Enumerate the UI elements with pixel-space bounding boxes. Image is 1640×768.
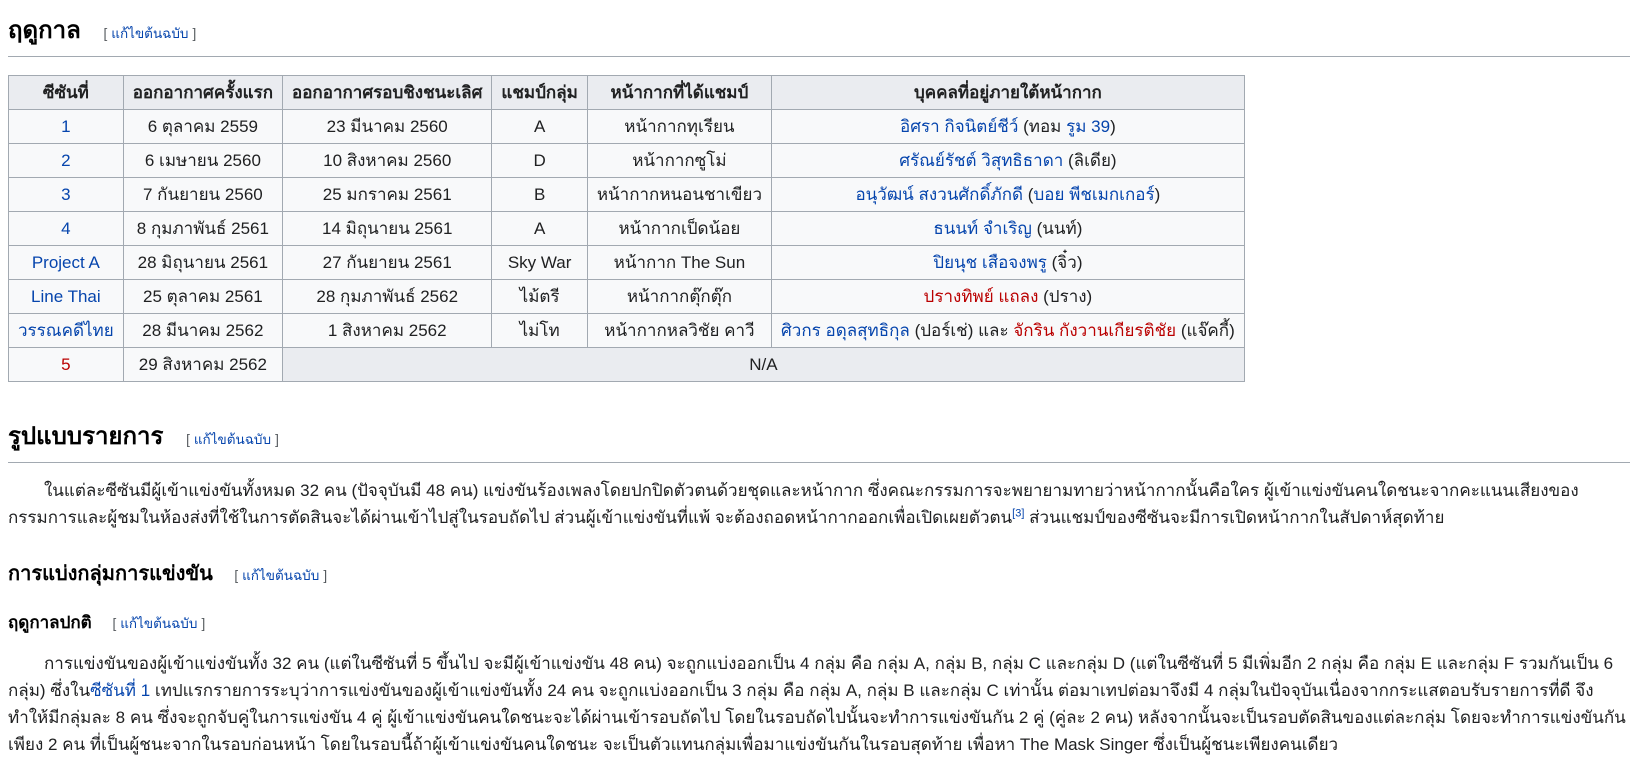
person-link[interactable]: อนุวัฒน์ สงวนศักดิ์ภักดี	[855, 185, 1024, 204]
text: หน้ากากเป็ดน้อย	[618, 219, 741, 238]
column-header: แชมป์กลุ่ม	[492, 76, 587, 110]
text: 29 สิงหาคม 2562	[138, 355, 267, 374]
text: 14 มิถุนายน 2561	[322, 219, 453, 238]
text: เทปแรกรายการระบุว่าการแข่งขันของผู้เข้าแข่งขันทั้ง 24 คน จะถูกแบ่งออกเป็น 3 กลุ่ม คือ กลุ่ม A, กลุ่ม B และกลุ่ม C เท่านั้น ต่อมาเทปต่อมาจึงมี 4 กลุ่มในปัจจุบันเนื่องจากกระแสตอบรับรายการที่ดี จึงทำให้มีกลุ่มละ 8 คน ซึ่งจะถูกจับคู่ในการแข่งขัน 4 คู่ ผู้เข้าแข่งขันคนใดชนะจะได้ผ่านเข้ารอบถัดไป โดยในรอบถัดไปนั้นจะทำการแข่งขันกัน 2 คู่ (คู่ละ 2 คน) หลังจากนั้นจะเป็นรอบตัดสินของแต่ละกลุ่ม โดยจะทำการแข่งขันกันเพียง 2 คน ที่เป็นผู้ชนะจากในรอบก่อนหน้า โดยในรอบนี้ถ้าผู้เข้าแข่งขันคนใดชนะ จะเป็นตัวแทนกลุ่มเพื่อมาแข่งขันกันในรอบสุดท้าย เพื่อหา The Mask Singer ซึ่งเป็นผู้ชนะเพียงคนเดียว	[8, 681, 1626, 754]
table-cell	[123, 212, 282, 246]
text: (ปอร์เช่) และ	[909, 321, 1014, 340]
table-cell	[587, 110, 771, 144]
table-cell	[123, 314, 282, 348]
table-cell	[9, 280, 124, 314]
table-cell	[492, 314, 587, 348]
table-cell	[123, 348, 282, 382]
text: 7 กันยายน 2560	[143, 185, 263, 204]
text: )	[1154, 185, 1161, 204]
text: N/A	[749, 355, 778, 374]
text: หน้ากากหลวิชัย คาวี	[604, 321, 755, 340]
person-link[interactable]: ธนนท์ จำเริญ	[933, 219, 1032, 238]
bracket-close: ]	[201, 616, 206, 631]
text: 25 ตุลาคม 2561	[142, 287, 263, 306]
reference-link[interactable]: [3]	[1012, 507, 1025, 520]
table-cell	[9, 144, 124, 178]
person-link[interactable]: ปิยนุช เสือจงพรู	[933, 253, 1047, 272]
season-link[interactable]: 1	[61, 117, 71, 136]
reference-sup	[1012, 507, 1024, 519]
table-row	[9, 144, 1245, 178]
text: หน้ากากหนอนชาเขียว	[596, 185, 763, 204]
person-link[interactable]: บอย พีชเมกเกอร์	[1033, 185, 1155, 204]
season-link[interactable]: 2	[61, 151, 71, 170]
table-cell	[772, 246, 1245, 280]
table-cell	[123, 246, 282, 280]
table-cell	[283, 348, 1245, 382]
section-heading-grouping	[8, 557, 1630, 589]
column-header: หน้ากากที่ได้แชมป์	[587, 76, 771, 110]
edit-source-link[interactable]: แก้ไขต้นฉบับ	[111, 26, 189, 41]
text: ไม้ตรี	[519, 287, 560, 306]
text: B	[533, 185, 546, 204]
table-row	[9, 314, 1245, 348]
person-redlink[interactable]: ปรางทิพย์ แถลง	[923, 287, 1039, 306]
person-link[interactable]: อิศรา กิจนิตย์ชีว์	[900, 117, 1019, 136]
table-cell	[9, 212, 124, 246]
table-cell	[283, 212, 492, 246]
bracket-close: ]	[323, 568, 328, 583]
table-cell	[283, 110, 492, 144]
table-cell	[492, 246, 587, 280]
table-cell	[587, 280, 771, 314]
table-row	[9, 212, 1245, 246]
text: (จิ๋ว)	[1046, 253, 1083, 272]
column-header: ซีซันที่	[9, 76, 124, 110]
text: D	[533, 151, 546, 170]
table-row	[9, 110, 1245, 144]
text: หน้ากากตุ๊กตุ๊ก	[626, 287, 732, 306]
season-link[interactable]: 4	[61, 219, 71, 238]
table-row	[9, 178, 1245, 212]
column-header: บุคคลที่อยู่ภายใต้หน้ากาก	[772, 76, 1245, 110]
text: A	[533, 117, 546, 136]
table-cell	[283, 178, 492, 212]
edit-source-link[interactable]: แก้ไขต้นฉบับ	[120, 616, 198, 631]
edit-section	[108, 616, 209, 631]
table-header-row	[9, 76, 1245, 110]
season-link[interactable]: Project A	[31, 253, 100, 272]
table-cell	[587, 212, 771, 246]
table-cell	[123, 178, 282, 212]
bracket-close: ]	[192, 26, 197, 41]
table-cell	[772, 144, 1245, 178]
table-cell	[492, 178, 587, 212]
season-redlink[interactable]: 5	[61, 355, 71, 374]
text: 8 กุมภาพันธ์ 2561	[136, 219, 269, 238]
table-cell	[772, 212, 1245, 246]
season-1-link[interactable]: ซีซันที่ 1	[90, 681, 151, 700]
text: 25 มกราคม 2561	[322, 185, 452, 204]
column-header: ออกอากาศรอบชิงชนะเลิศ	[283, 76, 492, 110]
edit-section	[230, 568, 331, 583]
text: 6 ตุลาคม 2559	[147, 117, 259, 136]
text: หน้ากาก The Sun	[613, 253, 746, 272]
bracket-open: [	[103, 26, 108, 41]
table-cell	[772, 314, 1245, 348]
table-cell	[772, 110, 1245, 144]
text: Sky War	[507, 253, 572, 272]
table-row	[9, 348, 1245, 382]
table-cell	[283, 280, 492, 314]
text: 1 สิงหาคม 2562	[327, 321, 447, 340]
table-cell	[9, 246, 124, 280]
text: ส่วนแชมป์ของซีซันจะมีการเปิดหน้ากากในสัปดาห์สุดท้าย	[1024, 508, 1445, 527]
text: (ปราง)	[1038, 287, 1093, 306]
bracket-open: [	[112, 616, 117, 631]
table-cell	[123, 144, 282, 178]
text: A	[533, 219, 546, 238]
bracket-open: [	[234, 568, 239, 583]
table-cell	[492, 280, 587, 314]
edit-section	[100, 26, 201, 41]
person-redlink[interactable]: จักริน กังวานเกียรติชัย	[1013, 321, 1177, 340]
table-cell	[772, 280, 1245, 314]
table-cell	[492, 144, 587, 178]
text: 28 มิถุนายน 2561	[137, 253, 269, 272]
text: (ทอม	[1018, 117, 1067, 136]
text: หน้ากากซูโม่	[632, 151, 727, 170]
text: การแข่งขันของผู้เข้าแข่งขันทั้ง 32 คน (แต่ในซีซันที่ 5 ขึ้นไป จะมีผู้เข้าแข่งขัน 48 คน) จะถูกแบ่งออกเป็น 4 กลุ่ม คือ กลุ่ม A, กลุ่ม B, กลุ่ม C และกลุ่ม D (แต่ในซีซันที่ 5 มีเพิ่มอีก 2 กลุ่ม คือ กลุ่ม E และกลุ่ม F รวมกันเป็น 6 กลุ่ม) ซึ่งใน	[8, 654, 1614, 700]
bracket-close: ]	[275, 432, 279, 447]
text: 27 กันยายน 2561	[322, 253, 452, 272]
table-cell	[492, 110, 587, 144]
band-link[interactable]: รูม 39	[1066, 117, 1111, 136]
person-link[interactable]: ศิวกร อดุลสุทธิกุล	[781, 321, 910, 340]
edit-source-link[interactable]: แก้ไขต้นฉบับ	[242, 568, 320, 583]
season-link[interactable]: Line Thai	[31, 287, 101, 306]
text: 6 เมษายน 2560	[144, 151, 261, 170]
grouping-paragraph	[8, 650, 1630, 758]
table-cell	[772, 178, 1245, 212]
table-cell	[587, 178, 771, 212]
text: 28 มีนาคม 2562	[142, 321, 264, 340]
text: (ลิเดีย)	[1063, 151, 1117, 170]
text: หน้ากากทุเรียน	[624, 117, 735, 136]
person-link[interactable]: ศรัณย์รัชต์ วิสุทธิธาดา	[899, 151, 1064, 170]
table-cell	[9, 314, 124, 348]
table-cell	[283, 314, 492, 348]
table-cell	[283, 144, 492, 178]
edit-section	[182, 432, 283, 447]
table-row	[9, 280, 1245, 314]
table-cell	[587, 144, 771, 178]
section-title-grouping: การแบ่งกลุ่มการแข่งขัน	[8, 563, 213, 585]
format-paragraph	[8, 477, 1630, 531]
table-cell	[9, 178, 124, 212]
section-title-regular-season: ฤดูกาลปกติ	[8, 613, 92, 632]
table-cell	[123, 280, 282, 314]
section-heading-season	[8, 6, 1630, 57]
text: (	[1023, 185, 1034, 204]
edit-source-link[interactable]: แก้ไขต้นฉบับ	[193, 432, 272, 447]
text: 23 มีนาคม 2560	[326, 117, 448, 136]
text: 28 กุมภาพันธ์ 2562	[316, 287, 459, 306]
section-heading-regular-season	[8, 609, 1630, 636]
text: ในแต่ละซีซันมีผู้เข้าแข่งขันทั้งหมด 32 คน (ปัจจุบันมี 48 คน) แข่งขันร้องเพลงโดยปกปิดตัวตนด้วยชุดและหน้ากาก ซึ่งคณะกรรมการจะพยายามทายว่าหน้ากากนั้นคือใคร ผู้เข้าแข่งขันคนใดชนะจากคะแนนเสียงของกรรมการและผู้ชมในห้องส่งที่ใช้ในการตัดสินจะได้ผ่านเข้าไปสู่ในรอบถัดไป ส่วนผู้เข้าแข่งขันที่แพ้ จะต้องถอดหน้ากากออกเพื่อเปิดเผยตัวตน	[8, 481, 1579, 527]
table-cell	[9, 110, 124, 144]
table-head	[9, 76, 1245, 110]
table-cell	[587, 246, 771, 280]
season-link[interactable]: วรรณคดีไทย	[18, 321, 114, 340]
column-header: ออกอากาศครั้งแรก	[123, 76, 282, 110]
seasons-table	[8, 75, 1245, 382]
season-link[interactable]: 3	[61, 185, 71, 204]
section-heading-format	[8, 412, 1630, 463]
bracket-open: [	[186, 432, 190, 447]
text: (นนท์)	[1031, 219, 1083, 238]
table-cell	[587, 314, 771, 348]
table-cell	[123, 110, 282, 144]
text: (แจ๊คกี้)	[1176, 321, 1235, 340]
table-cell	[492, 212, 587, 246]
table-cell	[283, 246, 492, 280]
section-title-format: รูปแบบรายการ	[8, 423, 164, 450]
table-row	[9, 246, 1245, 280]
table-body	[9, 110, 1245, 382]
table-cell	[9, 348, 124, 382]
text: )	[1110, 117, 1116, 136]
text: 10 สิงหาคม 2560	[323, 151, 452, 170]
section-title-season: ฤดูกาล	[8, 17, 81, 44]
text: ไม่โท	[519, 321, 560, 340]
